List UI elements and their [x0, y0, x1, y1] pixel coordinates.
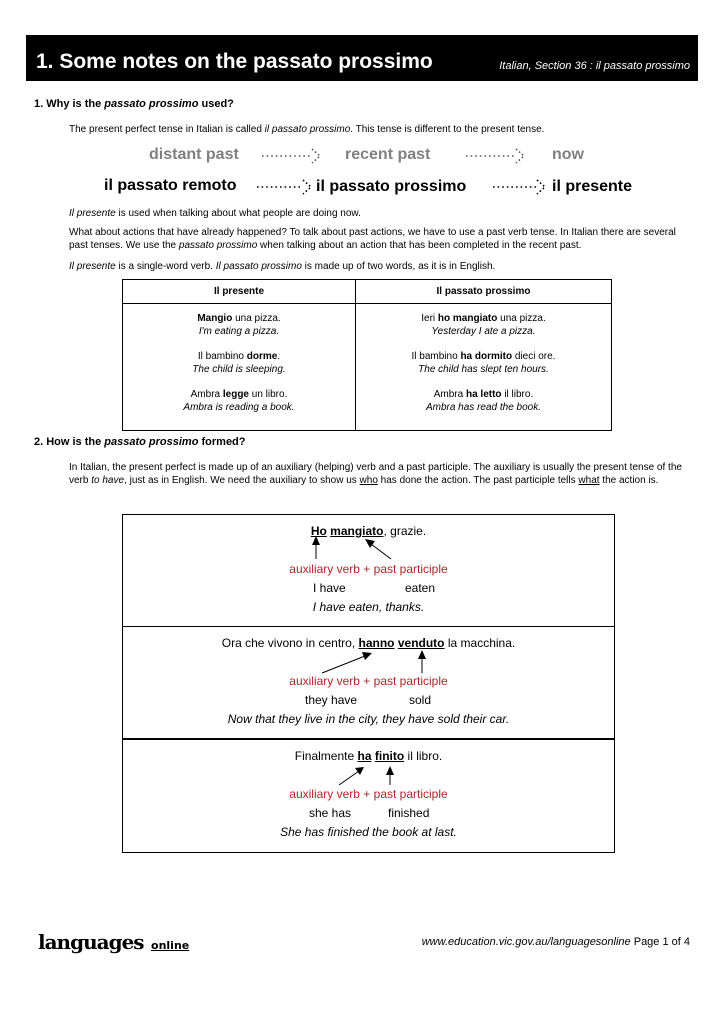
example-translation: Now that they live in the city, they have sold their car.: [227, 712, 510, 726]
timeline-passato-remoto: il passato remoto: [104, 177, 237, 194]
paragraph-word-count: Il presente is a single-word verb. Il passato prossimo is made up of two words, as it is in English.: [69, 261, 496, 272]
languages-online-logo: languages online: [38, 930, 190, 954]
example-label: auxiliary verb + past participle: [289, 674, 448, 688]
page-subtitle: Italian, Section 36 : il passato prossimo: [499, 60, 690, 72]
timeline-now: now: [552, 146, 584, 163]
header-bar: [26, 35, 698, 81]
timeline-recent-past: recent past: [345, 146, 431, 163]
paragraph-past-tenses: What about actions that have already happened? To talk about past actions, we have to use a past verb tense. In Italian there are several past tenses. We use the passato prossimo when talking about an action that has been completed in the recent past.: [69, 227, 676, 251]
page-title: 1. Some notes on the passato prossimo: [36, 50, 433, 73]
example-box-3: Finalmente ha finito il libro. auxiliary verb + past participle she has finished She has finished the book at last.: [122, 738, 615, 853]
example-translation: She has finished the book at last.: [280, 825, 457, 839]
footer-url[interactable]: www.education.vic.gov.au/languagesonline: [421, 936, 631, 948]
table-cell-presente: Mangio una pizza. I'm eating a pizza. Il bambino dorme. The child is sleeping. Ambra legge un libro. Ambra is reading a book.: [123, 304, 356, 431]
dotted-arrow-icon: [493, 178, 553, 196]
dotted-arrow-icon: [257, 178, 317, 196]
example-sentence: Ora che vivono in centro, hanno venduto la macchina.: [221, 636, 516, 650]
timeline-presente: il presente: [552, 178, 633, 195]
table-cell-passato-prossimo: Ieri ho mangiato una pizza. Yesterday I ate a pizza. Il bambino ha dormito dieci ore. The child has slept ten hours. Ambra ha letto il libro. Ambra has read the book.: [356, 304, 612, 431]
page-number: Page 1 of 4: [630, 936, 690, 948]
timeline-passato-prossimo: il passato prossimo: [316, 178, 467, 195]
section1-heading: 1. Why is the passato prossimo used?: [34, 98, 234, 110]
example-label: auxiliary verb + past participle: [289, 562, 448, 576]
table-header-presente: Il presente: [123, 280, 356, 304]
section2-heading: 2. How is the passato prossimo formed?: [34, 436, 246, 448]
example-sentence: Ho mangiato, grazie.: [310, 524, 427, 538]
example-translation: I have eaten, thanks.: [312, 600, 425, 614]
timeline-distant-past: distant past: [149, 146, 239, 163]
comparison-table: [122, 279, 612, 431]
example-sentence: Finalmente ha finito il libro.: [294, 749, 443, 763]
paragraph-presente: Il presente is used when talking about what people are doing now.: [69, 208, 361, 219]
table-header-passato-prossimo: Il passato prossimo: [356, 280, 612, 304]
example-box-2: Ora che vivono in centro, hanno venduto la macchina. auxiliary verb + past participle they have sold Now that they live in the city, they have sold their car.: [122, 626, 615, 739]
dotted-arrow-icon: [262, 147, 324, 165]
section1-intro: The present perfect tense in Italian is called il passato prossimo. This tense is different to the present tense.: [69, 124, 545, 135]
dotted-arrow-icon: [466, 147, 528, 165]
example-label: auxiliary verb + past participle: [289, 787, 448, 801]
section2-paragraph: In Italian, the present perfect is made up of an auxiliary (helping) verb and a past participle. The auxiliary is usually the present tense of the verb to have, just as in English. We need the auxiliary to show us who has done the action. The past participle tells what the action is.: [69, 462, 682, 486]
footer: [422, 936, 690, 948]
example-box-1: Ho mangiato, grazie. auxiliary verb + past participle I have eaten I have eaten, thanks.: [122, 514, 615, 627]
